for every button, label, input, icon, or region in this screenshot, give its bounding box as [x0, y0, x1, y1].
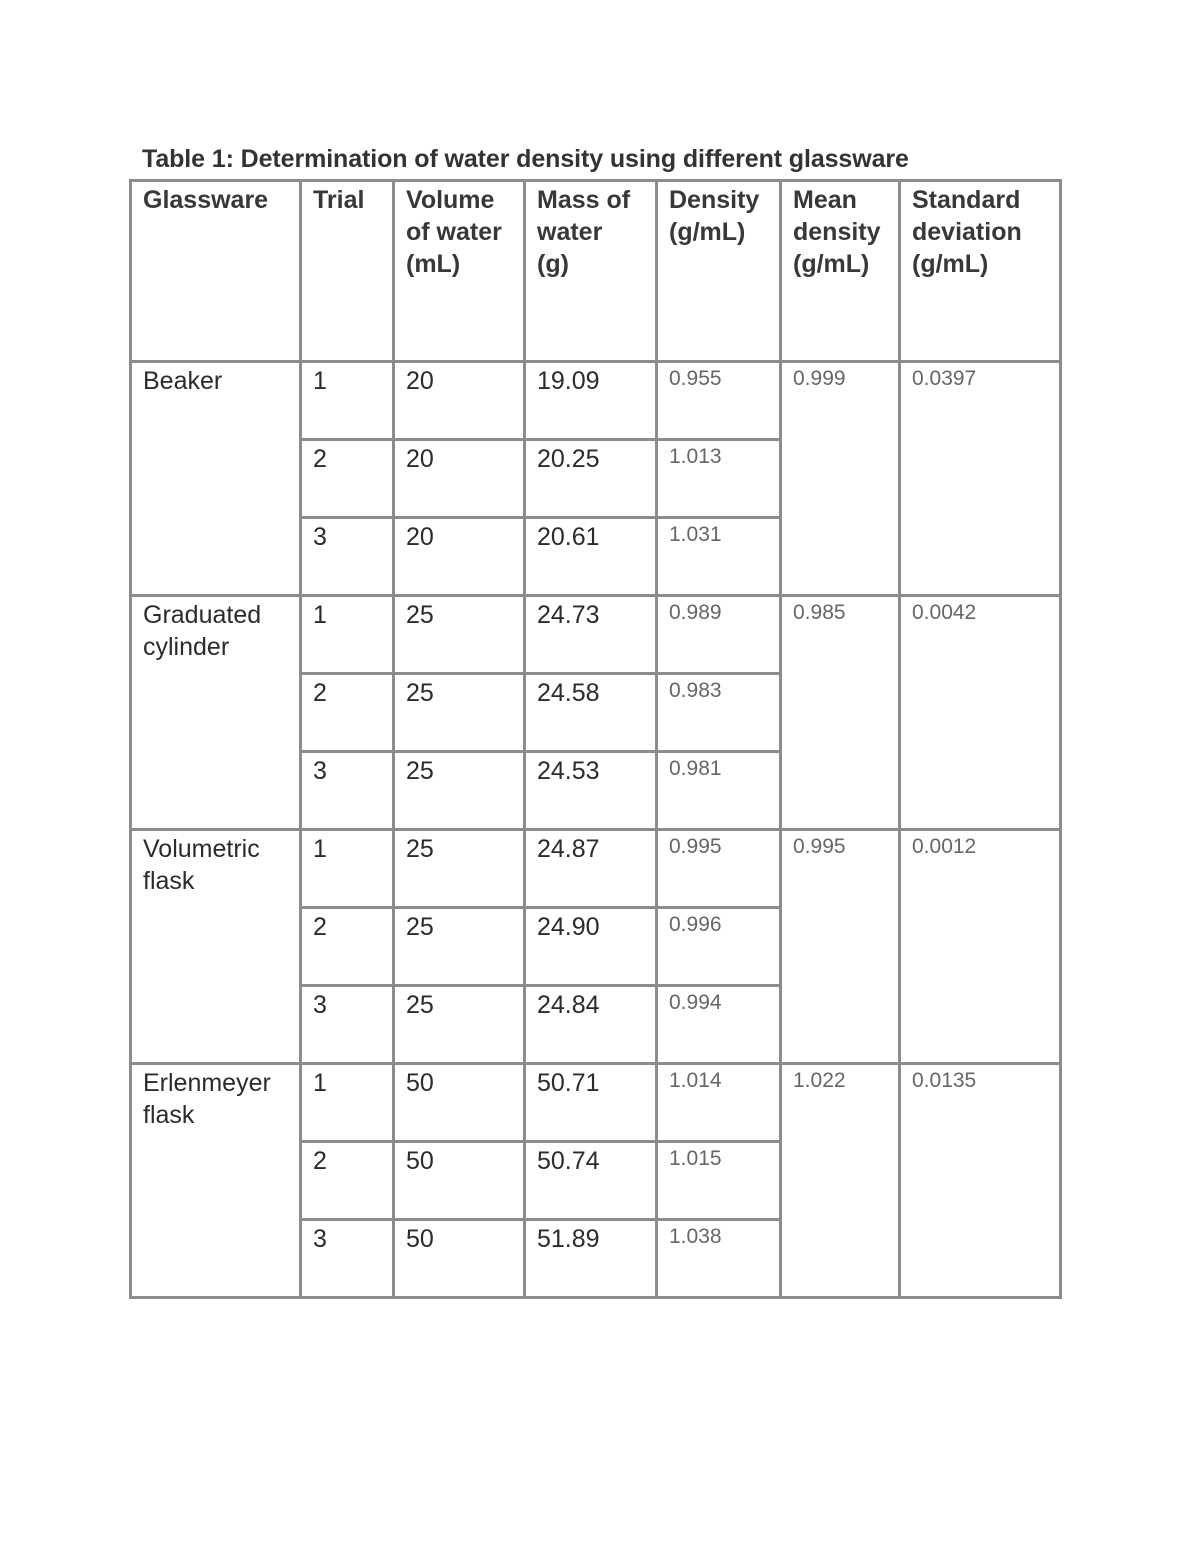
header-label	[782, 182, 898, 280]
standard-deviation-value: 0.0135	[912, 1069, 977, 1092]
header-label	[395, 182, 523, 280]
text-line: Mean	[793, 186, 857, 214]
trial-cell	[301, 908, 394, 986]
header-label	[132, 182, 299, 216]
mass-value: 20.61	[537, 523, 600, 551]
density-value: 0.955	[669, 367, 722, 390]
volume-cell	[394, 830, 525, 908]
text-line: Volume	[406, 186, 495, 214]
density-value: 1.038	[669, 1225, 722, 1248]
trial-cell	[301, 986, 394, 1064]
text-line: Glassware	[143, 186, 269, 214]
standard-deviation-cell	[900, 596, 1061, 830]
mass-value: 24.87	[537, 835, 600, 863]
trial-value: 1	[313, 601, 327, 629]
mean-density-value: 0.995	[793, 835, 846, 858]
trial-value: 3	[313, 757, 327, 785]
trial-value: 1	[313, 835, 327, 863]
header-mass	[525, 181, 657, 362]
trial-cell	[301, 440, 394, 518]
text-line: of water	[406, 218, 502, 246]
glassware-label	[132, 831, 299, 897]
standard-deviation-cell	[900, 830, 1061, 1064]
mean-density-cell	[781, 596, 900, 830]
trial-value: 3	[313, 1225, 327, 1253]
trial-value: 1	[313, 1069, 327, 1097]
mass-value: 24.53	[537, 757, 600, 785]
mass-cell	[525, 440, 657, 518]
header-label	[302, 182, 392, 216]
trial-cell	[301, 518, 394, 596]
mass-value: 24.90	[537, 913, 600, 941]
text-line: Erlenmeyer	[143, 1069, 271, 1097]
density-cell	[657, 596, 781, 674]
mass-cell	[525, 830, 657, 908]
standard-deviation-cell	[900, 1064, 1061, 1298]
header-label	[526, 182, 655, 280]
volume-value: 25	[406, 679, 434, 707]
mass-cell	[525, 908, 657, 986]
table-row	[131, 362, 1061, 440]
trial-cell	[301, 1064, 394, 1142]
density-cell	[657, 830, 781, 908]
table-caption: Table 1: Determination of water density using different glassware	[142, 145, 909, 173]
mean-density-value: 0.985	[793, 601, 846, 624]
trial-value: 2	[313, 445, 327, 473]
mass-cell	[525, 674, 657, 752]
text-line: Standard	[912, 186, 1021, 214]
density-value: 0.983	[669, 679, 722, 702]
header-label	[658, 182, 779, 248]
volume-value: 50	[406, 1147, 434, 1175]
trial-value: 3	[313, 991, 327, 1019]
header-row	[131, 181, 1061, 362]
density-value: 1.014	[669, 1069, 722, 1092]
glassware-label	[132, 597, 299, 663]
mass-value: 51.89	[537, 1225, 600, 1253]
header-glassware	[131, 181, 301, 362]
text-line: (g/mL)	[793, 250, 870, 278]
volume-cell	[394, 440, 525, 518]
standard-deviation-value: 0.0012	[912, 835, 977, 858]
mass-value: 50.74	[537, 1147, 600, 1175]
text-line: flask	[143, 867, 195, 895]
text-line: Mass of	[537, 186, 631, 214]
volume-cell	[394, 518, 525, 596]
volume-cell	[394, 1142, 525, 1220]
volume-cell	[394, 1064, 525, 1142]
density-value: 0.989	[669, 601, 722, 624]
density-cell	[657, 986, 781, 1064]
glassware-cell	[131, 596, 301, 830]
trial-cell	[301, 1142, 394, 1220]
volume-value: 25	[406, 601, 434, 629]
header-density	[657, 181, 781, 362]
mean-density-value: 1.022	[793, 1069, 846, 1092]
text-line: deviation	[912, 218, 1022, 246]
volume-value: 20	[406, 445, 434, 473]
mean-density-cell	[781, 830, 900, 1064]
text-line: water	[537, 218, 603, 246]
standard-deviation-value: 0.0042	[912, 601, 977, 624]
volume-value: 25	[406, 835, 434, 863]
table-row	[131, 596, 1061, 674]
text-line: cylinder	[143, 633, 230, 661]
mass-cell	[525, 1220, 657, 1298]
trial-value: 2	[313, 679, 327, 707]
trial-cell	[301, 752, 394, 830]
text-line: Volumetric	[143, 835, 260, 863]
volume-value: 20	[406, 523, 434, 551]
text-line: Beaker	[143, 367, 223, 395]
glassware-cell	[131, 830, 301, 1064]
mass-cell	[525, 362, 657, 440]
trial-value: 1	[313, 367, 327, 395]
trial-cell	[301, 830, 394, 908]
mass-value: 50.71	[537, 1069, 600, 1097]
density-cell	[657, 1220, 781, 1298]
glassware-cell	[131, 1064, 301, 1298]
volume-cell	[394, 752, 525, 830]
glassware-label	[132, 1065, 299, 1131]
density-value: 1.015	[669, 1147, 722, 1170]
text-line: (g/mL)	[912, 250, 989, 278]
standard-deviation-cell	[900, 362, 1061, 596]
volume-value: 50	[406, 1225, 434, 1253]
density-value: 1.013	[669, 445, 722, 468]
table-row	[131, 830, 1061, 908]
volume-cell	[394, 362, 525, 440]
volume-value: 50	[406, 1069, 434, 1097]
trial-value: 3	[313, 523, 327, 551]
trial-cell	[301, 596, 394, 674]
mass-value: 20.25	[537, 445, 600, 473]
mass-cell	[525, 1142, 657, 1220]
glassware-cell	[131, 362, 301, 596]
density-cell	[657, 518, 781, 596]
density-cell	[657, 752, 781, 830]
volume-cell	[394, 1220, 525, 1298]
density-cell	[657, 1064, 781, 1142]
mass-cell	[525, 986, 657, 1064]
text-line: (g/mL)	[669, 218, 746, 246]
mass-value: 24.84	[537, 991, 600, 1019]
volume-value: 25	[406, 913, 434, 941]
text-line: density	[793, 218, 881, 246]
mass-value: 24.73	[537, 601, 600, 629]
volume-value: 25	[406, 991, 434, 1019]
trial-cell	[301, 1220, 394, 1298]
volume-value: 25	[406, 757, 434, 785]
mean-density-value: 0.999	[793, 367, 846, 390]
density-cell	[657, 440, 781, 518]
density-cell	[657, 908, 781, 986]
density-cell	[657, 674, 781, 752]
table-row	[131, 1064, 1061, 1142]
mass-cell	[525, 596, 657, 674]
density-cell	[657, 362, 781, 440]
mass-value: 24.58	[537, 679, 600, 707]
mass-cell	[525, 1064, 657, 1142]
volume-cell	[394, 674, 525, 752]
mean-density-cell	[781, 362, 900, 596]
header-mean	[781, 181, 900, 362]
density-value: 1.031	[669, 523, 722, 546]
header-label	[901, 182, 1059, 280]
trial-value: 2	[313, 913, 327, 941]
glassware-label	[132, 363, 299, 397]
mass-value: 19.09	[537, 367, 600, 395]
mass-cell	[525, 518, 657, 596]
text-line: Density	[669, 186, 760, 214]
volume-value: 20	[406, 367, 434, 395]
header-trial	[301, 181, 394, 362]
density-value: 0.981	[669, 757, 722, 780]
mean-density-cell	[781, 1064, 900, 1298]
density-cell	[657, 1142, 781, 1220]
density-value: 0.996	[669, 913, 722, 936]
density-value: 0.994	[669, 991, 722, 1014]
volume-cell	[394, 986, 525, 1064]
standard-deviation-value: 0.0397	[912, 367, 977, 390]
density-value: 0.995	[669, 835, 722, 858]
text-line: (g)	[537, 250, 569, 278]
text-line: flask	[143, 1101, 195, 1129]
header-volume	[394, 181, 525, 362]
header-sd	[900, 181, 1061, 362]
text-line: Trial	[313, 186, 365, 214]
volume-cell	[394, 908, 525, 986]
trial-cell	[301, 362, 394, 440]
volume-cell	[394, 596, 525, 674]
text-line: (mL)	[406, 250, 461, 278]
trial-value: 2	[313, 1147, 327, 1175]
trial-cell	[301, 674, 394, 752]
text-line: Graduated	[143, 601, 262, 629]
density-table	[129, 179, 1062, 1299]
mass-cell	[525, 752, 657, 830]
